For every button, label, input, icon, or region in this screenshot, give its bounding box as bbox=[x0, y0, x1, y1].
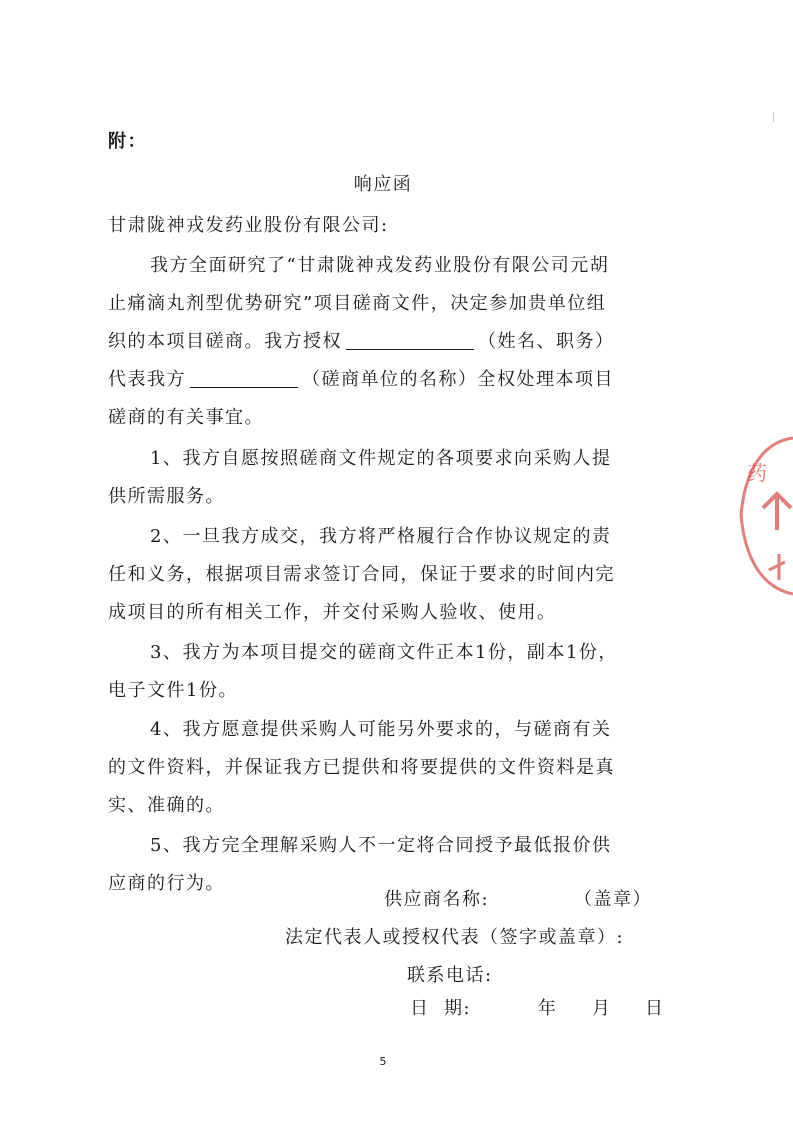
intro-line-4-end: （磋商单位的名称）全权处理本项目 bbox=[302, 369, 614, 390]
intro-line-5: 磋商的有关事宜。 bbox=[108, 407, 264, 428]
item-4-line-1: 4、我方愿意提供采购人可能另外要求的，与磋商有关 bbox=[150, 719, 612, 740]
item-1-line-2: 供所需服务。 bbox=[108, 486, 225, 507]
item-2-line-1: 2、一旦我方成交，我方将严格履行合作协议规定的责 bbox=[150, 526, 612, 547]
item-4-line-3: 实、准确的。 bbox=[108, 795, 225, 816]
phone-label: 联系电话: bbox=[407, 965, 493, 986]
item-2-line-3: 成项目的所有相关工作，并交付采购人验收、使用。 bbox=[108, 602, 557, 623]
date-label: 日 期: bbox=[410, 998, 472, 1019]
attachment-label: 附： bbox=[108, 131, 147, 152]
item-5-line-1: 5、我方完全理解采购人不一定将合同授予最低报价供 bbox=[150, 835, 612, 856]
addressee: 甘肃陇神戎发药业股份有限公司: bbox=[108, 215, 389, 236]
unit-name-blank bbox=[190, 369, 298, 388]
document-title: 响应函 bbox=[353, 174, 413, 195]
authorized-person-blank bbox=[346, 331, 474, 350]
item-3-line-2: 电子文件1份。 bbox=[108, 680, 238, 701]
item-5-line-2: 应商的行为。 bbox=[108, 873, 225, 894]
intro-line-1: 我方全面研究了“甘肃陇神戎发药业股份有限公司元胡 bbox=[150, 255, 610, 276]
company-seal-fragment bbox=[733, 430, 793, 600]
intro-line-3 bbox=[108, 330, 615, 354]
intro-line-2: 止痛滴丸剂型优势研究”项目磋商文件，决定参加贵单位组 bbox=[108, 293, 607, 314]
seal-icon bbox=[733, 430, 793, 600]
date-year: 年 bbox=[538, 998, 558, 1019]
representative-label: 法定代表人或授权代表（签字或盖章）: bbox=[285, 927, 625, 948]
intro-line-3-end: （姓名、职务） bbox=[478, 331, 615, 352]
supplier-seal-note: （盖章） bbox=[574, 889, 652, 910]
intro-line-3-start: 织的本项目磋商。我方授权 bbox=[108, 331, 342, 352]
item-4-line-2: 的文件资料，并保证我方已提供和将要提供的文件资料是真 bbox=[108, 757, 615, 778]
item-2-line-2: 任和义务，根据项目需求签订合同，保证于要求的时间内完 bbox=[108, 564, 615, 585]
page-number: 5 bbox=[379, 1055, 387, 1068]
intro-line-4-start: 代表我方 bbox=[108, 369, 186, 390]
item-1-line-1: 1、我方自愿按照磋商文件规定的各项要求向采购人提 bbox=[150, 448, 612, 469]
supplier-name-label: 供应商名称: bbox=[384, 889, 490, 910]
scan-edge-mark bbox=[773, 112, 780, 122]
seal-text: 药 bbox=[747, 461, 767, 485]
item-3-line-1: 3、我方为本项目提交的磋商文件正本1份，副本1份， bbox=[150, 642, 618, 663]
intro-line-4 bbox=[108, 368, 614, 392]
date-day: 日 bbox=[645, 998, 665, 1019]
date-month: 月 bbox=[592, 998, 612, 1019]
